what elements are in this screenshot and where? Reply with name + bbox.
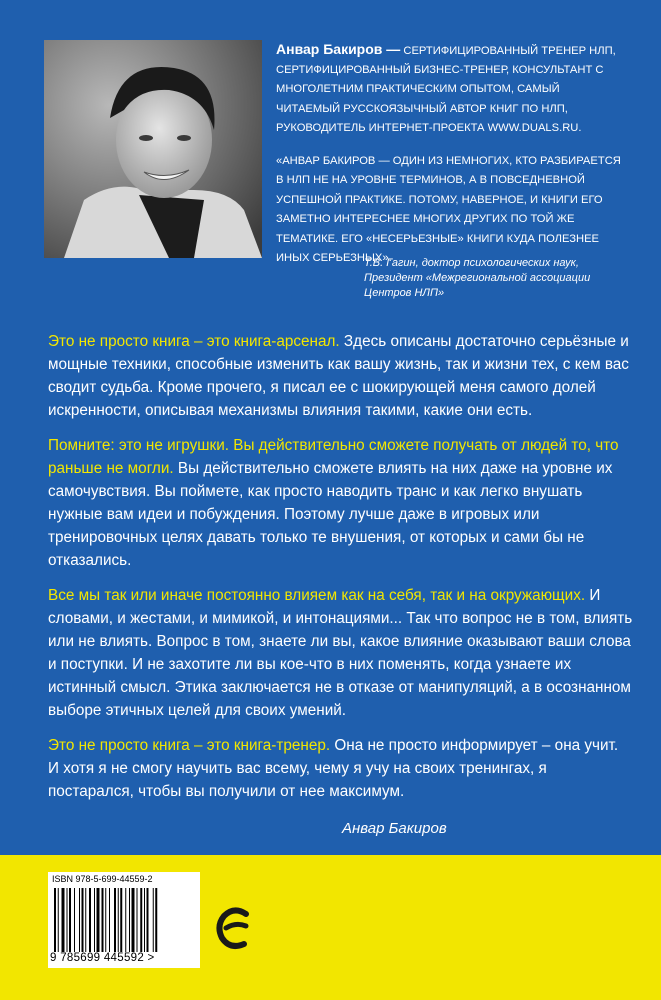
barcode-bar xyxy=(125,888,126,952)
barcode-bar xyxy=(132,888,135,952)
paragraph-2 xyxy=(48,434,633,572)
barcode-bar xyxy=(109,888,110,952)
barcode-bar xyxy=(69,888,71,952)
barcode-bar xyxy=(144,888,145,952)
barcode-bar xyxy=(89,888,91,952)
author-bio xyxy=(276,40,626,138)
barcode-bar xyxy=(79,888,80,952)
paragraph-text: Здесь описаны достаточно серьёзные и мощные техники, способные изменить как вашу жизнь, так и жизни тех, с кем вас сводит судьба. Кроме прочего, я писал ее с шокирующей меня самого долей искренности, описывая механизмы влияния такими, какие они есть. xyxy=(48,333,629,419)
paragraph-4 xyxy=(48,734,633,803)
barcode-bar xyxy=(140,888,142,952)
paragraph-highlight: Все мы так или иначе постоянно влияем как на себя, так и на окружающих. xyxy=(48,587,586,604)
barcode-block xyxy=(48,872,200,968)
quote-attribution xyxy=(364,256,614,301)
barcode-bar xyxy=(129,888,130,952)
barcode-bar xyxy=(58,888,59,952)
quote-attribution-line-2: Президент «Межрегиональной ассоциации Центров НЛП» xyxy=(364,272,591,299)
barcode-bar xyxy=(102,888,104,952)
endorsement-quote: «АНВАР БАКИРОВ — ОДИН ИЗ НЕМНОГИХ, КТО РАЗБИРАЕТСЯ В НЛП НЕ НА УРОВНЕ ТЕРМИНОВ, А В ПОВСЕДНЕВНОЙ УСПЕШНОЙ ПРАКТИКЕ. ПОТОМУ, НАВЕРНОЕ, И КНИГИ ЕГО ЗАМЕТНО ИНТЕРЕСНЕЕ МНОГИХ ДРУГИХ ПО ТОЙ ЖЕ ТЕМАТИКЕ. ЕГО «НЕСЕРЬЕЗНЫЕ» КНИГИ КУДА ПОЛЕЗНЕЕ ИНЫХ СЕРЬЕЗНЫХ». xyxy=(276,155,621,265)
barcode-bar xyxy=(114,888,116,952)
author-photo xyxy=(44,40,262,258)
paragraph-text: И словами, и жестами, и мимикой, и интонациями... Так что вопрос не в том, влиять или не влиять. Вопрос в том, знаете ли вы, какое влияние оказывают ваши слова и поступки. И не захотите ли вы кое-что в них поменять, когда узнаете их истинный смысл. Этика заключается не в отказе от манипуляций, а в осознанном выборе этичных целей для своих умений. xyxy=(48,587,633,719)
paragraph-3 xyxy=(48,584,633,722)
barcode-bar xyxy=(54,888,56,952)
barcode-number: 9 785699 445592 > xyxy=(50,952,155,964)
barcode-bar xyxy=(153,888,154,952)
paragraph-text: Она не просто информирует – она учит. И хотя я не смогу научить вас всему, чему я учу на своих тренингах, я постарался, чтобы вы получили от нее максимум. xyxy=(48,737,619,800)
author-bio-text: СЕРТИФИЦИРОВАННЫЙ ТРЕНЕР НЛП, СЕРТИФИЦИРОВАННЫЙ БИЗНЕС-ТРЕНЕР, КОНСУЛЬТАНТ С МНОГОЛЕТНИМ ПРАКТИЧЕСКИМ ОПЫТОМ, САМЫЙ ЧИТАЕМЫЙ РУССКОЯЗЫЧНЫЙ АВТОР КНИГ ПО НЛП, РУКОВОДИТЕЛЬ ИНТЕРНЕТ-ПРОЕКТА WWW.DUALS.RU. xyxy=(276,45,616,134)
isbn: ISBN 978-5-699-44559-2 xyxy=(52,874,153,884)
barcode-bar xyxy=(62,888,65,952)
description xyxy=(48,330,633,815)
barcode-bar xyxy=(82,888,84,952)
barcode-bar xyxy=(155,888,157,952)
barcode-bar xyxy=(85,888,86,952)
paragraph-text: Вы действительно сможете влиять на них даже на уровне их самочувствия. Вы поймете, как просто наводить транс и как легко внушать нужные вам идеи и побуждения. Поэтому лучше даже в игровых или тренировочных целях давать только те внушения, от которых и сами бы не отказались. xyxy=(48,460,613,569)
barcode-bar xyxy=(147,888,149,952)
quote-attribution-line-1: Т.В. Гагин, доктор психологических наук, xyxy=(364,257,579,269)
barcode-bar xyxy=(97,888,100,952)
signature: Анвар Бакиров xyxy=(342,820,447,837)
paragraph-highlight: Это не просто книга – это книга-тренер. xyxy=(48,737,331,754)
paragraph-highlight: Помните: это не игрушки. Вы действительно сможете получать от людей то, что раньше не могли. xyxy=(48,437,619,477)
barcode-bar xyxy=(120,888,122,952)
author-name: Анвар Бакиров — xyxy=(276,41,401,57)
barcode-bar xyxy=(118,888,119,952)
barcode-bar xyxy=(105,888,106,952)
paragraph-1 xyxy=(48,330,633,422)
barcode-bar xyxy=(74,888,75,952)
barcode-bar xyxy=(94,888,95,952)
barcode-bars xyxy=(54,888,194,952)
barcode-bar xyxy=(67,888,68,952)
paragraph-highlight: Это не просто книга – это книга-арсенал. xyxy=(48,333,340,350)
eksmo-e-logo-icon xyxy=(216,906,252,952)
barcode-bar xyxy=(137,888,138,952)
